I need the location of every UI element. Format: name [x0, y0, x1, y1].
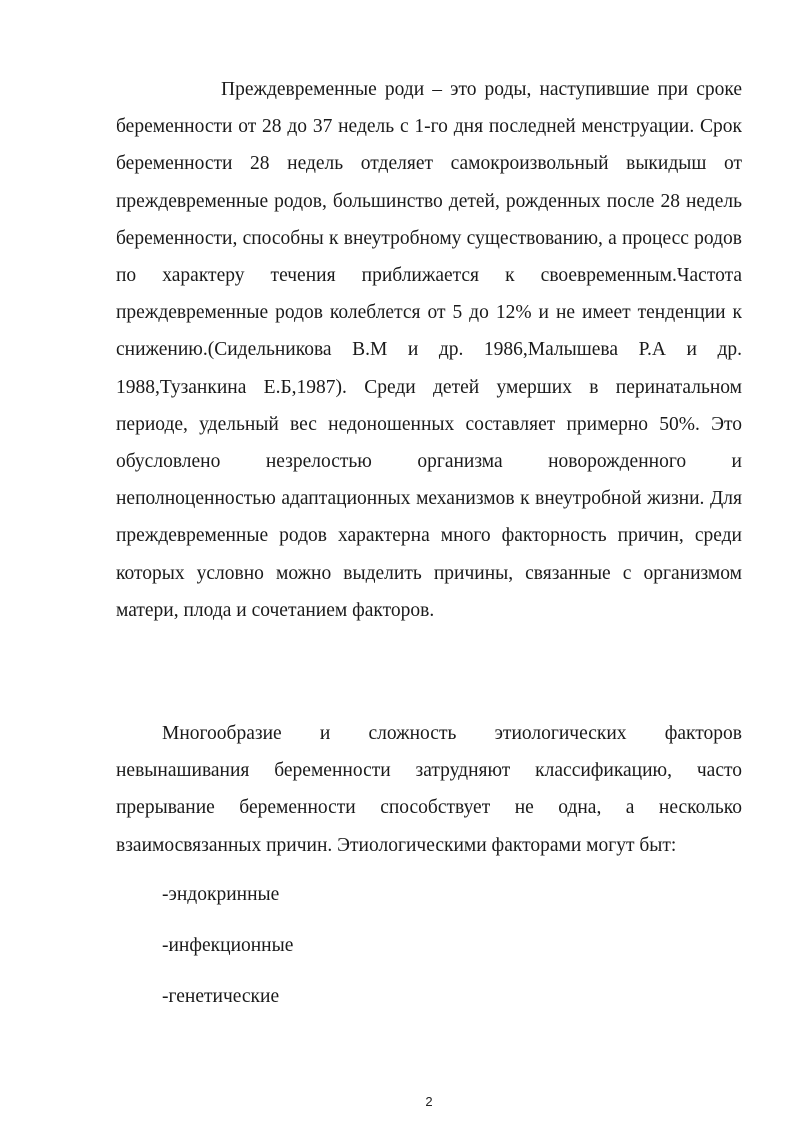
- page-number: 2: [425, 1094, 433, 1109]
- list-item-infectious: -инфекционные: [162, 935, 294, 956]
- list-item-genetic: -генетические: [162, 986, 280, 1007]
- list-item-endocrine: -эндокринные: [162, 884, 280, 905]
- paragraph-2: Многообразие и сложность этиологических факторов невынашивания беременности затрудняют классификацию, часто прерывание беременности способствует не одна, а несколько взаимосвязанных причин. Этиологическими факторами могут быт:: [116, 723, 742, 856]
- paragraph-1: Преждевременные роди – это роды, наступившие при сроке беременности от 28 до 37 недель с 1-го дня последней менструации. Срок беременности 28 недель отделяет самокроизвольный выкидыш от преждевременные родов, большинство детей, рожденных после 28 недель беременности, способны к внеутробному существованию, а процесс родов по характеру течения приближается к своевременным.Частота преждевременные родов колеблется от 5 до 12% и не имеет тенденции к снижению.(Сидельникова В.М и др. 1986,Малышева Р.А и др. 1988,Тузанкина Е.Б,1987). Среди детей умерших в перинатальном периоде, удельный вес недоношенных составляет примерно 50%. Это обусловлено незрелостью организма новорожденного и неполноценностью адаптационных механизмов к внеутробной жизни. Для преждевременные родов характерна много факторность причин, среди которых условно можно выделить причины, связанные с организмом матери, плода и сочетанием факторов.: [116, 79, 742, 621]
